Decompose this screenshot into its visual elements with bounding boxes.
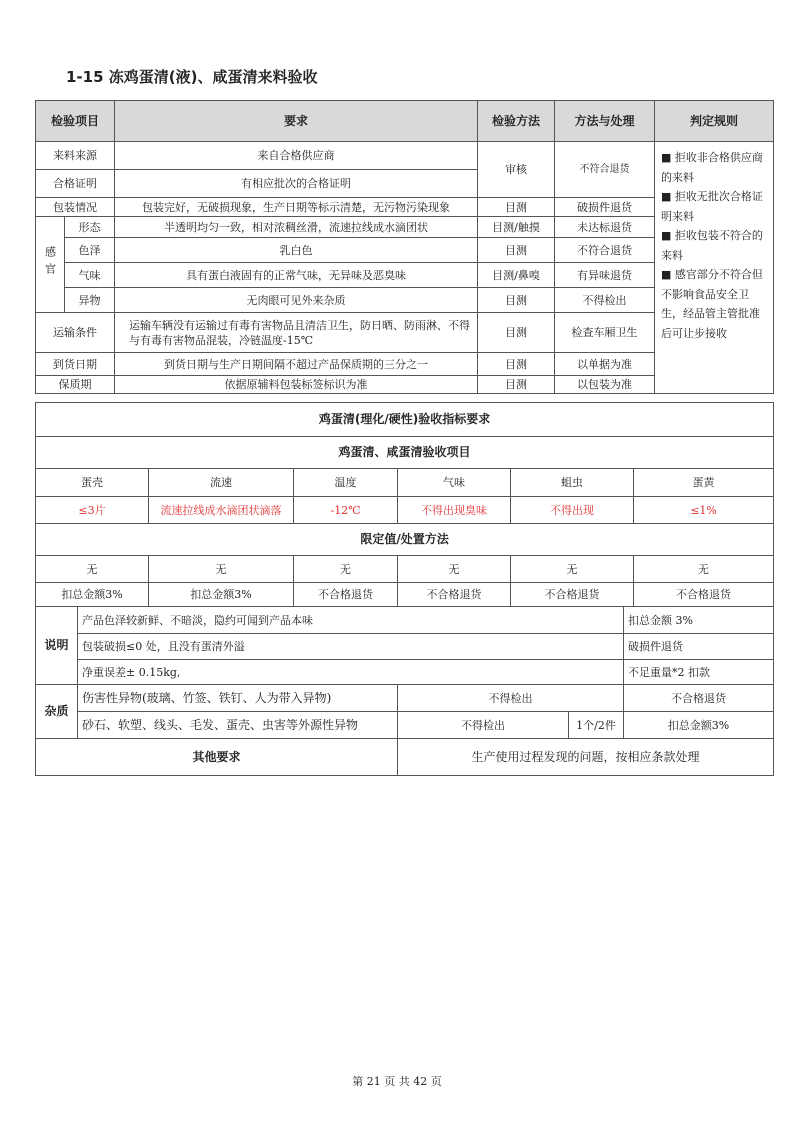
method-text: 目测	[478, 198, 555, 217]
method-text: 审核	[478, 142, 555, 198]
table-header-row	[36, 101, 774, 142]
impurity-action: 扣总金额3%	[624, 712, 774, 739]
item-label: 来料来源	[36, 142, 115, 170]
action-cell: 不合格退货	[511, 583, 634, 607]
sense-label	[36, 217, 65, 313]
rule-item: ■ 拒收包装不符合的来料	[661, 229, 763, 262]
item-label: 包装情况	[36, 198, 115, 217]
impurity-label: 杂质	[36, 685, 78, 739]
other-label	[36, 739, 398, 776]
item-label: 到货日期	[36, 353, 115, 376]
item-label: 色泽	[65, 238, 115, 263]
standard-cell: 不得出现	[511, 497, 634, 524]
requirement-text: 无肉眼可见外来杂质	[115, 288, 478, 313]
method-text: 目测	[478, 353, 555, 376]
header-action: 方法与处理	[555, 101, 655, 142]
impurity-row	[36, 712, 774, 739]
method-text: 目测/鼻嗅	[478, 263, 555, 288]
impurity-text: 伤害性异物(玻璃、竹签、铁钉、人为带入异物)	[78, 685, 398, 712]
note-action: 不足重量*2 扣款	[624, 660, 774, 685]
standard-cell: ≤1%	[634, 497, 774, 524]
item-cell: 蛆虫	[511, 469, 634, 497]
action-cell: 不合格退货	[634, 583, 774, 607]
limit-cell: 无	[36, 556, 149, 583]
requirement-text: 运输车辆没有运输过有毒有害物品且清洁卫生，防日晒、防雨淋、不得与有毒有害物品混装，冷链温度-15℃	[115, 313, 478, 353]
impurity-limit: 不得检出	[398, 685, 624, 712]
item-label: 形态	[65, 217, 115, 238]
action-text: 有异味退货	[555, 263, 655, 288]
section-title: 限定值/处置方法	[36, 524, 774, 556]
action-row	[36, 583, 774, 607]
limit-cell: 无	[511, 556, 634, 583]
other-label-text: 其他要求	[192, 749, 241, 764]
action-text: 不符合退货	[555, 238, 655, 263]
rule-item: ■ 拒收非合格供应商的来料	[661, 151, 763, 184]
note-text: 产品色泽较新鲜、不暗淡，隐约可闻到产品本味	[78, 607, 624, 634]
item-label: 运输条件	[36, 313, 115, 353]
method-text: 目测	[478, 313, 555, 353]
requirement-text: 有相应批次的合格证明	[115, 170, 478, 198]
item-row	[36, 469, 774, 497]
table-row	[36, 142, 774, 170]
note-row	[36, 607, 774, 634]
header-requirement: 要求	[115, 101, 478, 142]
note-text: 包装破损≤0 处，且没有蛋清外溢	[78, 634, 624, 660]
limit-cell: 无	[398, 556, 511, 583]
limit-row	[36, 556, 774, 583]
header-method: 检验方法	[478, 101, 555, 142]
header-rules: 判定规则	[655, 101, 774, 142]
action-text: 破损件退货	[555, 198, 655, 217]
page-title: 1-15 冻鸡蛋清(液)、咸蛋清来料验收	[66, 68, 318, 86]
method-text: 目测/触摸	[478, 217, 555, 238]
notes-table	[35, 606, 774, 776]
limit-cell: 无	[634, 556, 774, 583]
action-text: 不得检出	[555, 288, 655, 313]
action-cell: 不合格退货	[294, 583, 398, 607]
note-row	[36, 660, 774, 685]
method-text: 目测	[478, 238, 555, 263]
method-text: 目测	[478, 376, 555, 394]
item-label: 合格证明	[36, 170, 115, 198]
action-text: 不符合退货	[555, 142, 655, 198]
impurity-row	[36, 685, 774, 712]
item-label: 气味	[65, 263, 115, 288]
section-title: 鸡蛋清(理化/硬性)验收指标要求	[36, 403, 774, 437]
judgement-rules	[655, 142, 774, 394]
impurity-count: 1个/2件	[569, 712, 624, 739]
standard-cell: -12℃	[294, 497, 398, 524]
requirement-text: 乳白色	[115, 238, 478, 263]
standard-cell: 不得出现臭味	[398, 497, 511, 524]
note-row	[36, 634, 774, 660]
requirement-text: 来自合格供应商	[115, 142, 478, 170]
requirement-text: 包装完好，无破损现象，生产日期等标示清楚，无污物污染现象	[115, 198, 478, 217]
requirement-text: 具有蛋白液固有的正常气味，无异味及恶臭味	[115, 263, 478, 288]
limit-cell: 无	[294, 556, 398, 583]
item-label: 异物	[65, 288, 115, 313]
item-label: 保质期	[36, 376, 115, 394]
method-text: 目测	[478, 288, 555, 313]
standard-cell: 流速拉线成水滴团状滴落	[149, 497, 294, 524]
inspection-table	[35, 100, 774, 394]
item-cell: 蛋黄	[634, 469, 774, 497]
section-title: 鸡蛋清、咸蛋清验收项目	[36, 437, 774, 469]
rule-item: ■ 拒收无批次合格证明来料	[661, 190, 763, 223]
impurity-limit: 不得检出	[398, 712, 569, 739]
other-text: 生产使用过程发现的问题，按相应条款处理	[398, 739, 774, 776]
rule-item: ■ 感官部分不符合但不影响食品安全卫生，经品管主管批准后可让步接收	[661, 268, 763, 340]
requirement-text: 到货日期与生产日期间隔不超过产品保质期的三分之一	[115, 353, 478, 376]
note-text: 净重误差± 0.15kg,	[78, 660, 624, 685]
sense-label-text: 感官	[43, 245, 57, 280]
item-cell: 气味	[398, 469, 511, 497]
action-cell: 不合格退货	[398, 583, 511, 607]
action-text: 以单据为准	[555, 353, 655, 376]
item-cell: 蛋壳	[36, 469, 149, 497]
header-item: 检验项目	[36, 101, 115, 142]
action-text: 检查车厢卫生	[555, 313, 655, 353]
note-action: 扣总金额 3%	[624, 607, 774, 634]
action-text: 未达标退货	[555, 217, 655, 238]
standard-row	[36, 497, 774, 524]
item-cell: 流速	[149, 469, 294, 497]
note-action: 破损件退货	[624, 634, 774, 660]
page-footer: 第 21 页 共 42 页	[352, 1075, 442, 1088]
action-cell: 扣总金额3%	[36, 583, 149, 607]
action-cell: 扣总金额3%	[149, 583, 294, 607]
impurity-action: 不合格退货	[624, 685, 774, 712]
impurity-text: 砂石、软塑、线头、毛发、蛋壳、虫害等外源性异物	[78, 712, 398, 739]
standard-cell: ≤3片	[36, 497, 149, 524]
indicator-table	[35, 402, 774, 607]
limit-cell: 无	[149, 556, 294, 583]
other-row	[36, 739, 774, 776]
requirement-text: 依据原辅料包装标签标识为准	[115, 376, 478, 394]
notes-label: 说明	[36, 607, 78, 685]
requirement-text: 半透明均匀一致，相对浓稠丝滑，流速拉线成水滴团状	[115, 217, 478, 238]
item-cell: 温度	[294, 469, 398, 497]
action-text: 以包装为准	[555, 376, 655, 394]
